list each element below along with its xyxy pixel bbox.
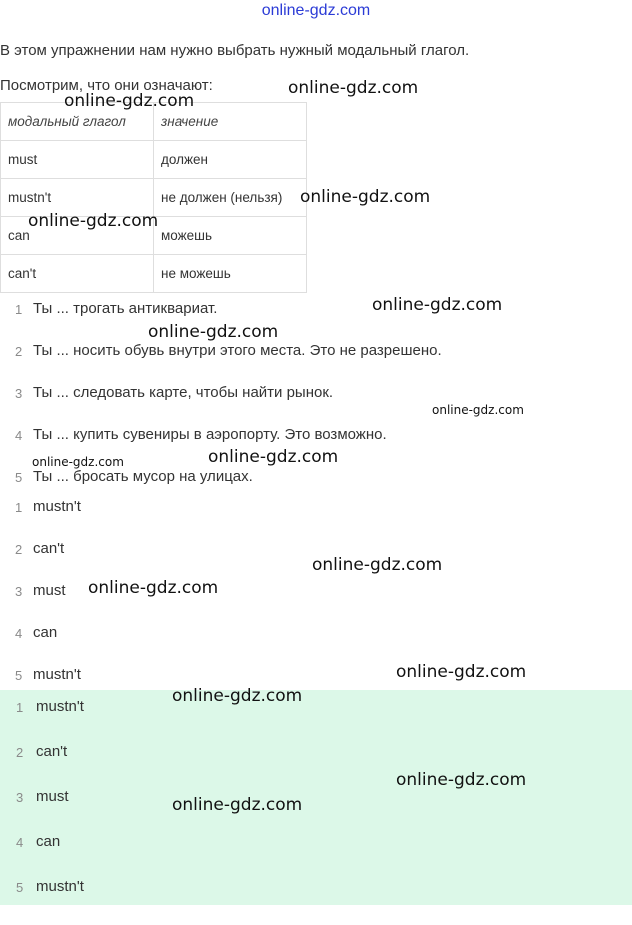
list-item — [0, 790, 632, 835]
answer-text: mustn't — [33, 666, 81, 683]
sentence-text: Ты ... трогать антиквариат. — [33, 300, 218, 317]
item-number: 5 — [16, 880, 24, 895]
watermark: online-gdz.com — [432, 403, 524, 417]
item-number: 5 — [15, 470, 23, 485]
item-number: 1 — [15, 302, 23, 317]
table-cell-meaning: не должен (нельзя) — [154, 179, 307, 217]
watermark: online-gdz.com — [396, 662, 527, 682]
table-cell-verb: can — [1, 217, 154, 255]
item-number: 2 — [15, 542, 23, 557]
answer-box — [0, 690, 632, 905]
watermark: online-gdz.com — [288, 78, 419, 98]
answer-text: must — [33, 582, 66, 599]
answer-text: mustn't — [33, 498, 81, 515]
item-number: 3 — [16, 790, 24, 805]
table-row — [1, 255, 307, 293]
list-item — [0, 500, 632, 542]
table-cell-meaning: можешь — [154, 217, 307, 255]
watermark: online-gdz.com — [208, 447, 339, 467]
watermark: online-gdz.com — [396, 770, 527, 790]
list-item — [0, 700, 632, 745]
table-cell-meaning: должен — [154, 141, 307, 179]
sentence-text: Ты ... следовать карте, чтобы найти рынок. — [33, 384, 334, 401]
watermark: online-gdz.com — [32, 455, 124, 469]
final-answer-list — [0, 700, 632, 925]
table-header-meaning: значение — [154, 103, 307, 141]
list-item — [0, 344, 632, 386]
watermark: online-gdz.com — [172, 795, 303, 815]
item-number: 4 — [15, 626, 23, 641]
item-number: 3 — [15, 584, 23, 599]
answer-text: mustn't — [36, 698, 84, 715]
list-item — [0, 880, 632, 925]
answer-text: can't — [36, 743, 68, 760]
item-number: 2 — [16, 745, 24, 760]
table-cell-verb: must — [1, 141, 154, 179]
watermark: online-gdz.com — [28, 211, 159, 231]
answer-text: mustn't — [36, 878, 84, 895]
sentence-text: Ты ... бросать мусор на улицах. — [33, 468, 253, 485]
modal-verbs-table — [0, 102, 307, 293]
table-cell-verb: can't — [1, 255, 154, 293]
answer-text: can — [36, 833, 61, 850]
answer-text: must — [36, 788, 69, 805]
item-number: 1 — [15, 500, 23, 515]
item-number: 1 — [16, 700, 24, 715]
answer-text: can't — [33, 540, 65, 557]
table-row — [1, 141, 307, 179]
list-item — [0, 745, 632, 790]
item-number: 4 — [15, 428, 23, 443]
watermark: online-gdz.com — [64, 91, 195, 111]
item-number: 2 — [15, 344, 23, 359]
table-header-verb: модальный глагол — [1, 103, 154, 141]
sentence-text: Ты ... купить сувениры в аэропорту. Это возможно. — [33, 426, 387, 443]
list-item — [0, 835, 632, 880]
watermark: online-gdz.com — [372, 295, 503, 315]
site-link[interactable]: online-gdz.com — [261, 2, 371, 19]
list-item — [0, 302, 632, 344]
list-item — [0, 626, 632, 668]
table-cell-verb: mustn't — [1, 179, 154, 217]
list-item — [0, 386, 632, 428]
intro-subtext: Посмотрим, что они означают: — [0, 77, 213, 94]
intro-text: В этом упражнении нам нужно выбрать нужный модальный глагол. — [0, 42, 470, 59]
watermark: online-gdz.com — [300, 187, 431, 207]
answer-text: can — [33, 624, 58, 641]
item-number: 4 — [16, 835, 24, 850]
watermark: online-gdz.com — [312, 555, 443, 575]
sentence-text: Ты ... носить обувь внутри этого места. Это не разрешено. — [33, 342, 442, 359]
watermark: online-gdz.com — [148, 322, 279, 342]
watermark: online-gdz.com — [88, 578, 219, 598]
item-number: 3 — [15, 386, 23, 401]
sentence-list — [0, 302, 632, 512]
table-cell-meaning: не можешь — [154, 255, 307, 293]
item-number: 5 — [15, 668, 23, 683]
answer-list — [0, 500, 632, 710]
watermark: online-gdz.com — [172, 686, 303, 706]
